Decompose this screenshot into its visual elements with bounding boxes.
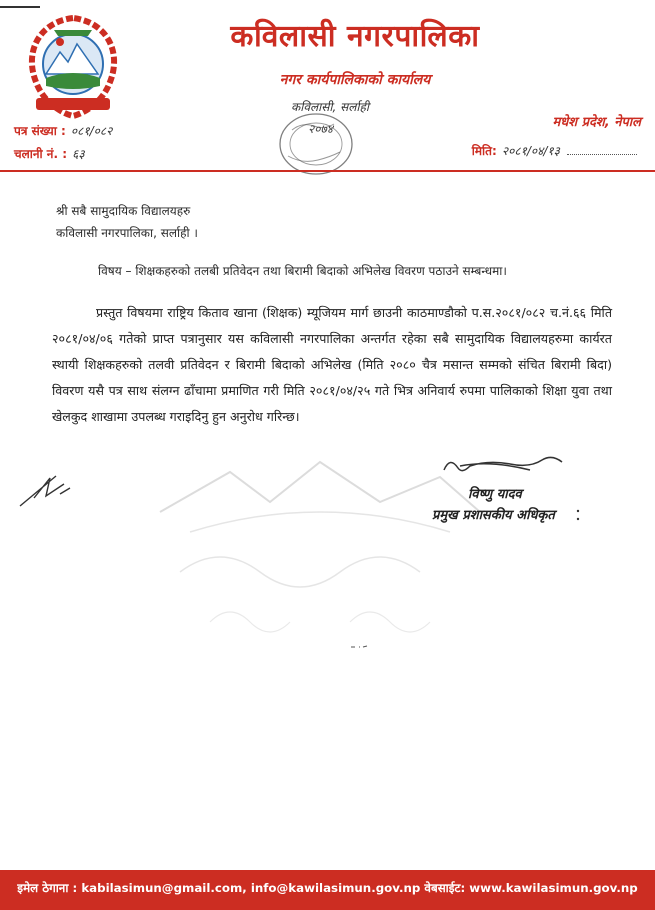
municipality-emblem-icon	[14, 12, 132, 122]
dispatch-number-value: ६३	[72, 147, 85, 161]
municipality-title: कविलासी नगरपालिका	[230, 19, 480, 54]
signatory-name: विष्णु यादव	[468, 487, 522, 502]
dot-marks	[574, 505, 582, 525]
stamp-year: २०७४	[308, 122, 333, 136]
recipient-line-2: कविलासी नगरपालिका, सर्लाही ।	[56, 226, 198, 240]
date-row	[472, 140, 637, 159]
letter-number-row	[14, 120, 112, 139]
dispatch-number-label: चलानी नं. :	[14, 147, 68, 161]
date-dotted-line	[567, 154, 637, 155]
office-address: कविलासी, सर्लाही	[291, 100, 369, 114]
watermark-emblem-icon	[150, 452, 490, 662]
ink-speck	[350, 644, 368, 650]
subject-label: विषय –	[98, 264, 132, 278]
top-rule	[0, 6, 40, 8]
header-divider	[0, 170, 655, 172]
letter-number-label: पत्र संख्या :	[14, 124, 66, 138]
office-subtitle: नगर कार्यपालिकाको कार्यालय	[279, 72, 431, 88]
subject-line	[98, 262, 507, 279]
date-label: मिति:	[471, 144, 497, 158]
footer-contact: इमेल ठेगाना : kabilasimun@gmail.com, info@kawilasimun.gov.np वेबसाईट: www.kawilasimun.gov.np	[17, 881, 638, 895]
province-label: मधेश प्रदेश, नेपाल	[552, 115, 641, 130]
dispatch-number-row	[14, 143, 85, 162]
recipient-line-1: श्री सबै सामुदायिक विद्यालयहरु	[56, 204, 191, 218]
letter-number-value: ०८१/०८२	[70, 124, 113, 138]
subject-text: शिक्षकहरुको तलबी प्रतिवेदन तथा बिरामी बिदाको अभिलेख विवरण पठाउने सम्बन्धमा।	[135, 264, 507, 278]
date-value: २०८१/०४/१३	[501, 144, 560, 158]
letter-body: प्रस्तुत विषयमा राष्ट्रिय किताव खाना (शिक्षक) म्यूजियम मार्ग छाउनी काठमाण्डौको प.स.२०८१/०८२ च.नं.६६ मिति २०८१/०४/०६ गतेको प्राप्त पत्रानुसार यस कविलासी नगरपालिका अन्तर्गत रहेका सबै सामुदायिक विद्यालयहरुमा कार्यरत स्थायी शिक्षकहरुको तलवी प्रतिवेदन र बिरामी बिदाको अभिलेख (मिति २०८० चैत्र मसान्त सम्मको संचित बिरामी बिदा) विवरण यसै पत्र साथ संलग्न ढाँचामा प्रमाणित गरी मिति २०८१/०४/२५ गते भित्र अनिवार्य रुपमा पालिकाको शिक्षा युवा तथा खेलकुद शाखामा उपलब्ध गराइदिनु हुन अनुरोध गरिन्छ।	[52, 305, 612, 424]
signature-icon	[440, 452, 570, 482]
initials-mark-icon	[16, 470, 76, 510]
signatory-title: प्रमुख प्रशासकीय अधिकृत	[432, 508, 555, 523]
